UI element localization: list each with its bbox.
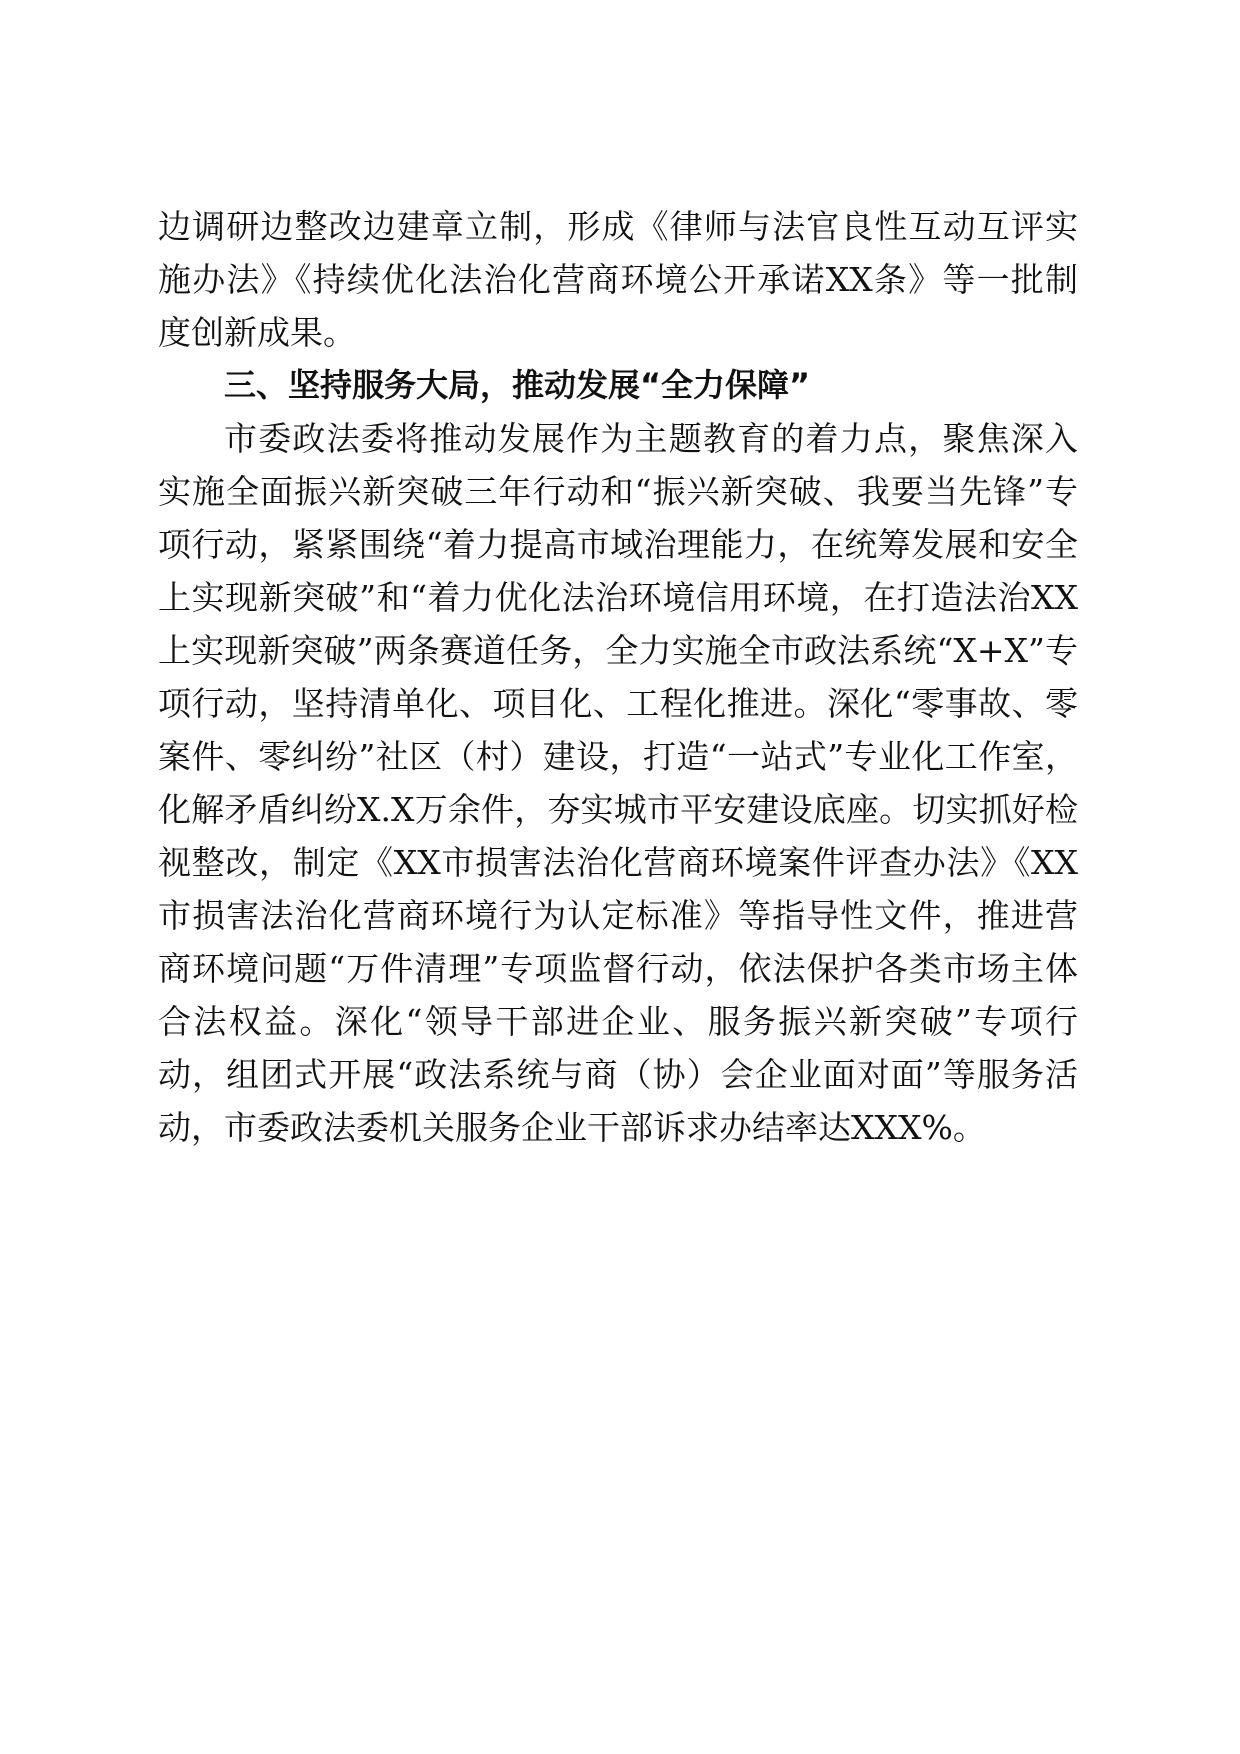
section-heading: 三、坚持服务大局，推动发展“全力保障”: [224, 366, 811, 404]
body-paragraph: 市委政法委将推动发展作为主题教育的着力点，聚焦深入实施全面振兴新突破三年行动和“振兴新突破、我要当先锋”专项行动，紧紧围绕“着力提高市域治理能力，在统筹发展和安全上实现新突破”和“着力优化法治环境信用环境，在打造法治XX上实现新突破”两条赛道任务，全力实施全市政法系统“X+X”专项行动，坚持清单化、项目化、工程化推进。深化“零事故、零案件、零纠纷”社区（村）建设，打造“一站式”专业化工作室，化解矛盾纠纷X.X万余件，夯实城市平安建设底座。切实抓好检视整改，制定《XX市损害法治化营商环境案件评查办法》《XX市损害法治化营商环境行为认定标准》等指导性文件，推进营商环境问题“万件清理”专项监督行动，依法保护各类市场主体合法权益。深化“领导干部进企业、服务振兴新突破”专项行动，组团式开展“政法系统与商（协）会企业面对面”等服务活动，市委政法委机关服务企业干部诉求办结率达XXX%。: [158, 419, 1078, 1147]
document-body: [158, 200, 1078, 1154]
continued-paragraph: 边调研边整改边建章立制，形成《律师与法官良性互动互评实施办法》《持续优化法治化营商环境公开承诺XX条》等一批制度创新成果。: [158, 207, 1078, 352]
